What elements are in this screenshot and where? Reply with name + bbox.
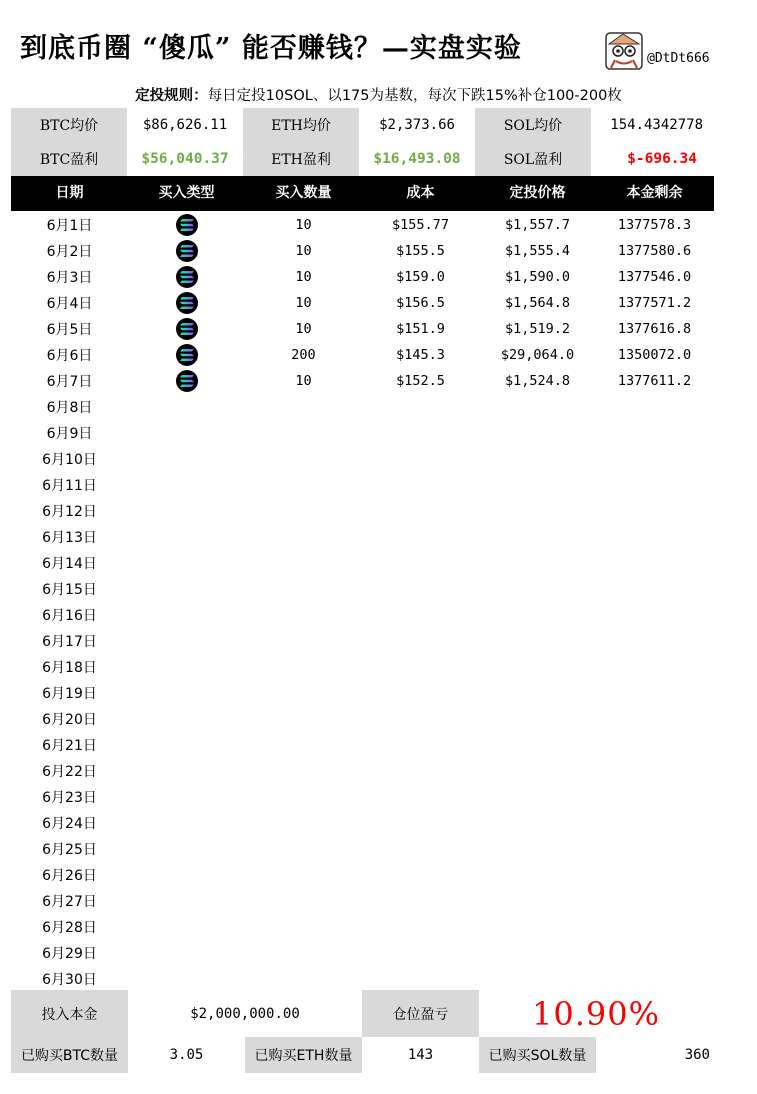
row-remain: 1377571.2 xyxy=(617,295,692,311)
row-date: 6月6日 xyxy=(46,348,93,364)
row-cost: $152.5 xyxy=(396,373,445,389)
row-icon xyxy=(128,240,245,262)
eth-avg-label: ETH均价 xyxy=(243,108,359,142)
price-stats-table xyxy=(11,108,707,176)
row-date: 6月24日 xyxy=(42,816,97,832)
row-date: 6月28日 xyxy=(42,920,97,936)
principal-value: $2,000,000.00 xyxy=(190,1005,300,1022)
table-row xyxy=(11,212,714,238)
row-remain: 1377580.6 xyxy=(617,243,692,259)
row-qty: 200 xyxy=(291,347,316,363)
btc-qty-value: 3.05 xyxy=(169,1047,204,1063)
row-date: 6月20日 xyxy=(42,712,97,728)
column-header-price: 定投价格 xyxy=(509,185,566,201)
row-date: 6月8日 xyxy=(46,400,93,416)
row-price: $1,524.8 xyxy=(504,373,571,389)
table-row xyxy=(11,914,714,940)
sol-qty-value: 360 xyxy=(684,1047,710,1063)
avg-price-row xyxy=(11,108,707,142)
row-icon xyxy=(128,214,245,236)
row-date: 6月19日 xyxy=(42,686,97,702)
eth-qty-value: 143 xyxy=(407,1047,434,1063)
row-date: 6月1日 xyxy=(46,218,93,234)
solana-icon xyxy=(176,370,198,392)
row-cost: $159.0 xyxy=(396,269,445,285)
row-remain: 1377578.3 xyxy=(617,217,692,233)
row-cost: $155.5 xyxy=(396,243,445,259)
rule-text: 每日定投10SOL、以175为基数，每次下跌15%补仓100-200枚 xyxy=(207,88,622,104)
btc-pnl-value: $56,040.37 xyxy=(141,151,229,167)
solana-icon xyxy=(176,266,198,288)
btc-qty-label: 已购买BTC数量 xyxy=(11,1037,128,1073)
table-row xyxy=(11,290,714,316)
btc-avg-value: $86,626.11 xyxy=(142,117,228,133)
solana-icon xyxy=(176,240,198,262)
summary-row-2 xyxy=(11,1037,713,1073)
eth-qty-label: 已购买ETH数量 xyxy=(245,1037,362,1073)
sol-qty-label: 已购买SOL数量 xyxy=(479,1037,596,1073)
table-row xyxy=(11,342,714,368)
row-cost: $156.5 xyxy=(396,295,445,311)
solana-icon xyxy=(176,344,198,366)
btc-pnl-label: BTC盈利 xyxy=(11,142,127,176)
row-date: 6月26日 xyxy=(42,868,97,884)
table-row xyxy=(11,498,714,524)
row-qty: 10 xyxy=(295,295,312,311)
eth-pnl-label: ETH盈利 xyxy=(243,142,359,176)
column-header-date: 日期 xyxy=(55,185,84,201)
table-row xyxy=(11,732,714,758)
row-date: 6月17日 xyxy=(42,634,97,650)
row-qty: 10 xyxy=(295,373,312,389)
position-pnl-value xyxy=(479,990,713,1037)
table-row xyxy=(11,446,714,472)
daily-log-table xyxy=(11,212,714,992)
row-date: 6月21日 xyxy=(42,738,97,754)
row-remain: 1350072.0 xyxy=(617,347,692,363)
row-date: 6月14日 xyxy=(42,556,97,572)
row-icon xyxy=(128,266,245,288)
row-date: 6月9日 xyxy=(46,426,93,442)
avatar xyxy=(603,30,645,72)
row-date: 6月11日 xyxy=(42,478,97,494)
row-date: 6月16日 xyxy=(42,608,97,624)
summary-table xyxy=(11,990,713,1073)
table-row xyxy=(11,394,714,420)
table-row xyxy=(11,862,714,888)
table-row xyxy=(11,472,714,498)
row-icon xyxy=(128,292,245,314)
solana-icon xyxy=(176,292,198,314)
row-date: 6月10日 xyxy=(42,452,97,468)
row-remain: 1377611.2 xyxy=(617,373,692,389)
column-header-type: 买入类型 xyxy=(158,185,215,201)
author-handle: @DtDt666 xyxy=(647,51,710,66)
row-date: 6月22日 xyxy=(42,764,97,780)
table-row xyxy=(11,238,714,264)
table-row xyxy=(11,420,714,446)
position-pnl-percent: 10.90% xyxy=(531,994,660,1033)
btc-avg-label: BTC均价 xyxy=(11,108,127,142)
row-date: 6月7日 xyxy=(46,374,93,390)
row-date: 6月13日 xyxy=(42,530,97,546)
row-date: 6月18日 xyxy=(42,660,97,676)
row-price: $1,519.2 xyxy=(504,321,571,337)
principal-label: 投入本金 xyxy=(11,990,128,1037)
row-price: $1,564.8 xyxy=(504,295,571,311)
row-date: 6月27日 xyxy=(42,894,97,910)
row-date: 6月4日 xyxy=(46,296,93,312)
rule-label: 定投规则： xyxy=(135,88,208,104)
row-date: 6月12日 xyxy=(42,504,97,520)
sol-avg-label: SOL均价 xyxy=(475,108,591,142)
table-row xyxy=(11,810,714,836)
sol-pnl-value: $-696.34 xyxy=(627,151,697,167)
eth-pnl-value: $16,493.08 xyxy=(373,151,461,167)
row-date: 6月2日 xyxy=(46,244,93,260)
eth-avg-value: $2,373.66 xyxy=(379,117,455,133)
table-row xyxy=(11,654,714,680)
position-pnl-label: 仓位盈亏 xyxy=(362,990,479,1037)
page-title: 到底币圈 “傻瓜” 能否赚钱？—实盘实验 xyxy=(20,33,522,64)
table-row xyxy=(11,524,714,550)
row-date: 6月25日 xyxy=(42,842,97,858)
table-row xyxy=(11,576,714,602)
row-cost: $151.9 xyxy=(396,321,445,337)
row-date: 6月3日 xyxy=(46,270,93,286)
row-price: $1,590.0 xyxy=(504,269,571,285)
summary-row-1 xyxy=(11,990,713,1037)
table-row xyxy=(11,758,714,784)
row-price: $29,064.0 xyxy=(500,347,575,363)
table-row xyxy=(11,784,714,810)
row-remain: 1377616.8 xyxy=(617,321,692,337)
row-qty: 10 xyxy=(295,321,312,337)
table-row xyxy=(11,602,714,628)
table-header xyxy=(11,176,714,211)
row-cost: $145.3 xyxy=(396,347,445,363)
table-row xyxy=(11,836,714,862)
row-remain: 1377546.0 xyxy=(617,269,692,285)
table-row xyxy=(11,888,714,914)
row-date: 6月23日 xyxy=(42,790,97,806)
table-row xyxy=(11,316,714,342)
solana-icon xyxy=(176,318,198,340)
row-icon xyxy=(128,318,245,340)
table-row xyxy=(11,706,714,732)
row-icon xyxy=(128,344,245,366)
column-header-remain: 本金剩余 xyxy=(626,185,683,201)
row-date: 6月30日 xyxy=(42,972,97,988)
row-icon xyxy=(128,370,245,392)
row-qty: 10 xyxy=(295,243,312,259)
table-row xyxy=(11,550,714,576)
column-header-qty: 买入数量 xyxy=(275,185,332,201)
investment-rule xyxy=(0,84,757,105)
row-date: 6月29日 xyxy=(42,946,97,962)
sol-pnl-label: SOL盈利 xyxy=(475,142,591,176)
row-qty: 10 xyxy=(295,217,312,233)
sol-avg-value: 154.4342778 xyxy=(610,117,703,133)
solana-icon xyxy=(176,214,198,236)
row-price: $1,557.7 xyxy=(504,217,571,233)
profit-row xyxy=(11,142,707,176)
row-date: 6月15日 xyxy=(42,582,97,598)
table-row xyxy=(11,680,714,706)
table-row xyxy=(11,628,714,654)
row-date: 6月5日 xyxy=(46,322,93,338)
table-row xyxy=(11,264,714,290)
row-price: $1,555.4 xyxy=(504,243,571,259)
cartoon-avatar-icon xyxy=(603,30,645,72)
table-row xyxy=(11,368,714,394)
table-row xyxy=(11,966,714,992)
row-qty: 10 xyxy=(295,269,312,285)
column-header-cost: 成本 xyxy=(406,185,435,201)
table-row xyxy=(11,940,714,966)
row-cost: $155.77 xyxy=(392,217,449,233)
